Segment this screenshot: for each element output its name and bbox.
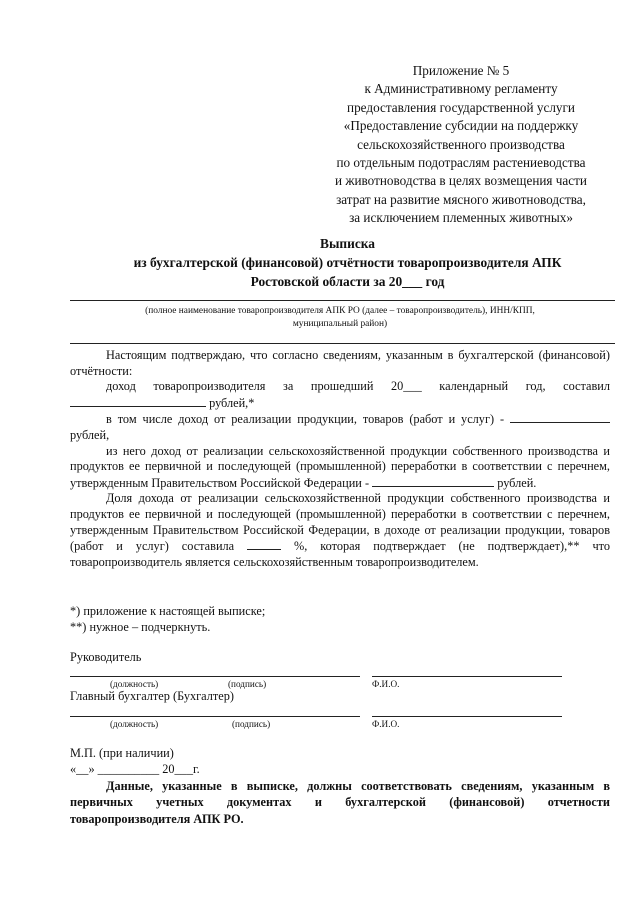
- accountant-label: Главный бухгалтер (Бухгалтер): [70, 689, 234, 703]
- document-title: [70, 234, 625, 291]
- appendix-line: затрат на развитие мясного животноводства,: [336, 191, 586, 207]
- share-paragraph: [70, 491, 610, 570]
- appendix-line: за исключением племенных животных»: [349, 210, 573, 226]
- stamp-label: М.П. (при наличии): [70, 746, 174, 760]
- date-field[interactable]: «__» __________ 20___г.: [70, 762, 200, 776]
- appendix-line: предоставления государственной услуги: [347, 99, 575, 115]
- sales-unit: рублей,: [70, 427, 110, 442]
- income-text: доход товаропроизводителя за прошедший 20___ календарный год, составил: [106, 379, 610, 394]
- producer-name-field[interactable]: [70, 300, 615, 301]
- appendix-line: к Административному регламенту: [364, 81, 558, 97]
- intro-paragraph: Настоящим подтверждаю, что согласно сведениям, указанным в бухгалтерской (финансовой) отчётности:: [70, 348, 610, 378]
- title-line: из бухгалтерской (финансовой) отчётности товаропроизводителя АПК: [133, 255, 562, 270]
- accountant-name-line[interactable]: [372, 716, 562, 717]
- agri-paragraph: [70, 444, 610, 492]
- divider: [70, 343, 615, 344]
- income-paragraph: [70, 379, 610, 411]
- agri-amount-field[interactable]: [372, 475, 494, 487]
- title-line: Выписка: [320, 236, 375, 251]
- appendix-line: Приложение № 5: [412, 63, 510, 78]
- appendix-line: по отдельным подотраслям растениеводства: [336, 155, 586, 171]
- sales-paragraph: [70, 411, 610, 443]
- head-signature-line[interactable]: [70, 676, 360, 677]
- appendix-line: «Предоставление субсидии на поддержку: [343, 118, 579, 134]
- share-percent-field[interactable]: [247, 538, 281, 550]
- footnote-1: *) приложение к настоящей выписке;: [70, 604, 266, 618]
- statement-body: [70, 348, 610, 570]
- share-text: Доля дохода от реализации сельскохозяйственной продукции собственного производства и продуктов ее первичной и последующей (промышленной) переработки в соответствии с перечнем, утвержденным Правительством Российской Федерации, в доходе от реализации продукции, товаров (работ и услуг) составила: [70, 491, 610, 554]
- agri-text: из него доход от реализации сельскохозяйственной продукции собственного производства и продуктов ее первичной и последующей (промышленной) переработки в соответствии с перечнем, утвержденным Правительством Российской Федерации -: [70, 443, 610, 490]
- title-line: Ростовской области за 20___ год: [250, 274, 445, 289]
- final-note-text: Данные, указанные в выписке, должны соответствовать сведениям, указанным в первичных учетных документах и бухгалтерской (финансовой) отчетности товаропроизводителя АПК РО.: [70, 779, 610, 826]
- final-note: [70, 778, 610, 827]
- footnotes: [70, 604, 265, 635]
- sales-amount-field[interactable]: [510, 411, 610, 423]
- producer-caption: (полное наименование товаропроизводителя АПК РО (далее – товаропроизводитель), ИНН/КПП, муниципальный район): [145, 306, 535, 329]
- accountant-position-caption: (должность): [110, 719, 159, 729]
- agri-unit: рублей.: [497, 475, 537, 490]
- accountant-signature-caption: (подпись): [232, 719, 271, 729]
- footnote-2: **) нужное – подчеркнуть.: [70, 619, 211, 634]
- head-label: Руководитель: [70, 650, 142, 664]
- accountant-signature-line[interactable]: [70, 716, 360, 717]
- head-position-caption: (должность): [110, 679, 159, 689]
- accountant-name-caption: Ф.И.О.: [372, 719, 400, 729]
- income-unit: рублей,*: [209, 395, 255, 410]
- head-name-caption: Ф.И.О.: [372, 679, 400, 689]
- head-name-line[interactable]: [372, 676, 562, 677]
- appendix-line: и животноводства в целях возмещения части: [335, 173, 587, 189]
- share-text-tail: %, которая подтверждает (не подтверждает),** что товаропроизводитель является сельскохозяйственным товаропроизводителем.: [70, 539, 610, 569]
- income-amount-field[interactable]: [70, 395, 206, 407]
- appendix-line: сельскохозяйственного производства: [357, 136, 565, 152]
- sales-text: в том числе доход от реализации продукции, товаров (работ и услуг) -: [106, 412, 505, 427]
- head-signature-caption: (подпись): [228, 679, 267, 689]
- appendix-header: [300, 62, 622, 228]
